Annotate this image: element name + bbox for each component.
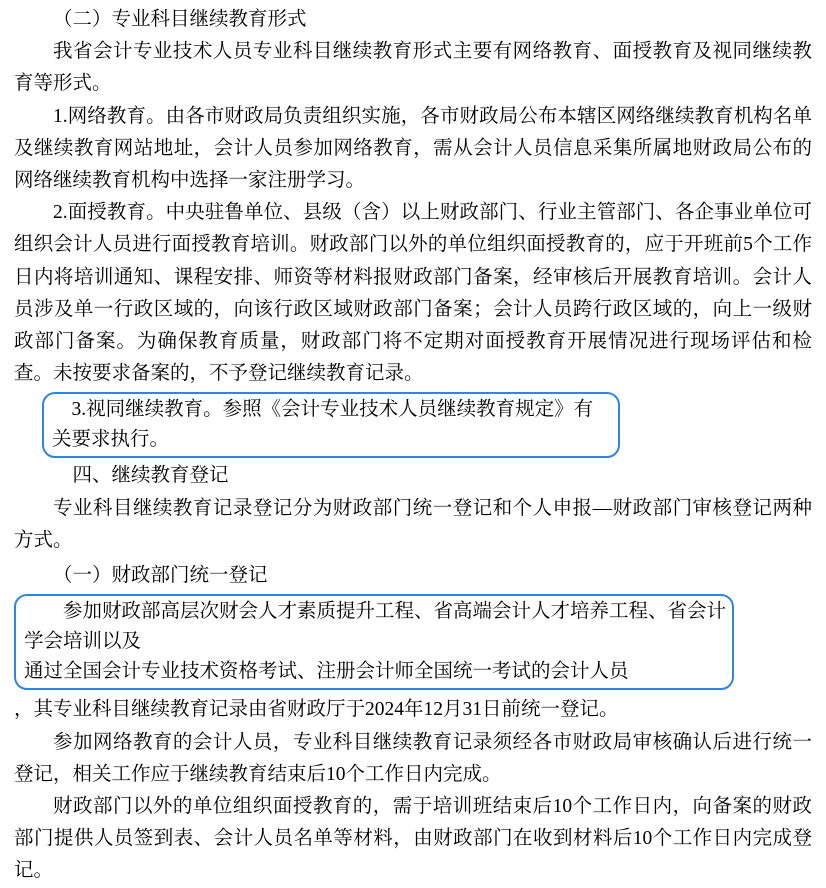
paragraph-unified-registration-continued xyxy=(14,694,812,726)
heading-4: 四、继续教育登记 xyxy=(72,465,229,487)
paragraph-intro: 我省会计专业技术人员专业科目继续教育形式主要有网络教育、面授教育及视同继续教育等形式。 xyxy=(14,41,812,95)
highlight-1-text: 3.视同继续教育。参照《会计专业技术人员继续教育规定》有关要求执行。 xyxy=(52,399,594,451)
highlight-region-2 xyxy=(14,594,734,690)
highlight-region-1 xyxy=(42,392,620,458)
paragraph-inperson-education: 2.面授教育。中央驻鲁单位、县级（含）以上财政部门、行业主管部门、各企事业单位可组织会计人员进行面授教育培训。财政部门以外的单位组织面授教育的，应于开班前5个工作日内将培训通知、课程安排、师资等材料报财政部门备案，经审核后开展教育培训。会计人员涉及单一行政区域的，向该行政区域财政部门备案；会计人员跨行政区域的，向上一级财政部门备案。为确保教育质量，财政部门将不定期对面授教育开展情况进行现场评估和检查。未按要求备案的，不予登记继续教育记录。 xyxy=(14,202,812,385)
highlight-2-line-2: 通过全国会计专业技术资格考试、注册会计师全国统一考试的会计人员 xyxy=(24,661,629,683)
highlight-box-1 xyxy=(42,392,620,458)
paragraph-offsite-unit-training: 财政部门以外的单位组织面授教育的，需于培训班结束后10个工作日内，向备案的财政部门提供人员签到表、会计人员名单等材料，由财政部门在收到材料后10个工作日内完成登记。 xyxy=(14,796,812,882)
highlight-2-line-1: 参加财政部高层次财会人才素质提升工程、省高端会计人才培养工程、省会计学会培训以及 xyxy=(24,601,727,653)
highlight-box-2 xyxy=(14,594,734,690)
section-heading: （二）专业科目继续教育形式 xyxy=(53,9,307,30)
tail-text: ，其专业科目继续教育记录由省财政厅于2024年12月31日前统一登记。 xyxy=(14,699,619,721)
paragraph-network-education-registration: 参加网络教育的会计人员，专业科目继续教育记录须经各市财政局审核确认后进行统一登记，相关工作应于继续教育结束后10个工作日内完成。 xyxy=(14,731,812,785)
paragraph-online-education: 1.网络教育。由各市财政局负责组织实施，各市财政局公布本辖区网络继续教育机构名单及继续教育网站地址，会计人员参加网络教育，需从会计人员信息采集所属地财政局公布的网络继续教育机构中选择一家注册学习。 xyxy=(14,105,812,192)
paragraph-registration-types: 专业科目继续教育记录登记分为财政部门统一登记和个人申报—财政部门审核登记两种方式。 xyxy=(14,497,812,551)
subsection-heading-unified-registration: （一）财政部门统一登记 xyxy=(53,565,268,587)
